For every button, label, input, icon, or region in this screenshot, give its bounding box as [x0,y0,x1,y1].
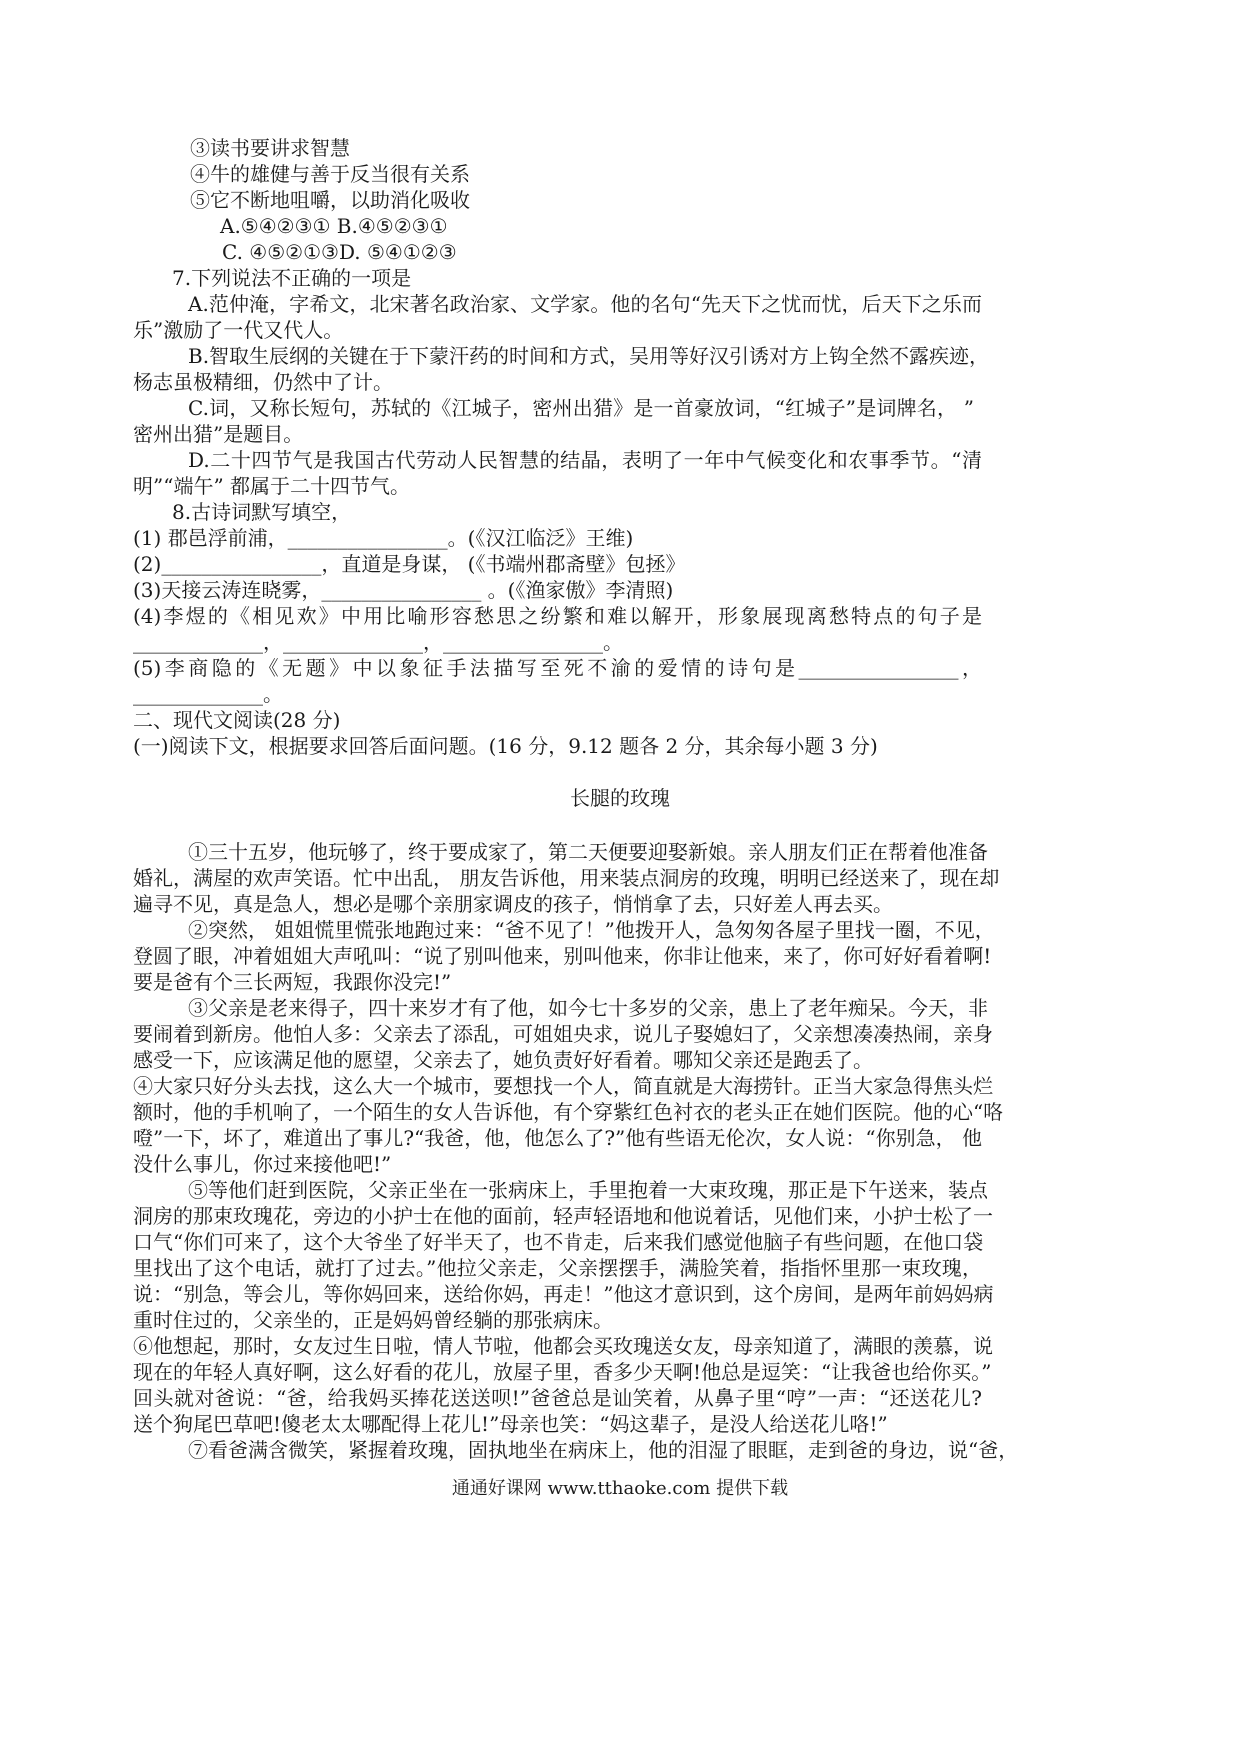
choice-text: 明”“端午” 都属于二十四节气。 [133,474,411,498]
article-line: 洞房的那束玫瑰花，旁边的小护士在他的面前，轻声轻语地和他说着话，见他们来，小护士松了一 [133,1204,993,1228]
article-line: ③父亲是老来得子，四十来岁才有了他，如今七十多岁的父亲，患上了老年痴呆。今天，非 [188,996,988,1020]
article-line: 登圆了眼，冲着姐姐大声吼叫：“说了别叫他来，别叫他来，你非让他来，来了，你可好好看着啊! [133,944,992,968]
question-stem: 8.古诗词默写填空， [172,500,352,524]
answer-choice-line: A.⑤④②③① B.④⑤②③① [220,214,448,238]
fill-blank-line: (3)天接云涛连晓雾，________________ 。(《渔家傲》李清照) [133,578,674,602]
article-line: ⑥他想起，那时，女友过生日啦，情人节啦，他都会买玫瑰送女友，母亲知道了，满眼的羡慕，说 [133,1334,993,1358]
article-line: 重时住过的，父亲坐的，正是妈妈曾经躺的那张病床。 [133,1308,613,1332]
article-line: 回头就对爸说：“爸，给我妈买捧花送送呗!”爸爸总是讪笑着，从鼻子里“哼”一声：“还送花儿? [133,1386,982,1410]
article-line: ⑦看爸满含微笑，紧握着玫瑰，固执地坐在病床上，他的泪湿了眼眶，走到爸的身边，说“爸， [188,1438,1019,1462]
fill-blank-line: (1) 郡邑浮前浦，________________。(《汉江临泛》王维) [133,526,634,550]
fill-blank-line: (2)________________，直道是身谋， (《书端州郡斋壁》包拯》 [133,552,686,576]
choice-text: D.二十四节气是我国古代劳动人民智慧的结晶，表明了一年中气候变化和农事季节。“清 [188,448,982,472]
article-line: ①三十五岁，他玩够了，终于要成家了，第二天便要迎娶新娘。亲人朋友们正在帮着他准备 [188,840,988,864]
choice-text: A.范仲淹，字希文，北宋著名政治家、文学家。他的名句“先天下之忧而忧，后天下之乐而 [188,292,982,316]
article-line: 遍寻不见，真是急人，想必是哪个亲朋家调皮的孩子，悄悄拿了去，只好差人再去买。 [133,892,893,916]
choice-text: 杨志虽极精细，仍然中了计。 [133,370,393,394]
article-line: 没什么事儿，你过来接他吧!” [133,1152,392,1176]
option-line: ④牛的雄健与善于反当很有关系 [190,162,470,186]
article-line: 现在的年轻人真好啊，这么好看的花儿，放屋子里，香多少天啊!他总是逗笑：“让我爸也给你买。” [133,1360,992,1384]
article-line: 婚礼，满屋的欢声笑语。忙中出乱， 朋友告诉他，用来装点洞房的玫瑰，明明已经送来了，现在却 [133,866,1000,890]
fill-blank-line: _____________，______________，________________。 [133,630,623,654]
article-line: 里找出了这个电话，就打了过去。”他拉父亲走，父亲摆摆手，满脸笑着，指指怀里那一束玫瑰， [133,1256,982,1280]
fill-blank-line: (4)李煜的《相见欢》中用比喻形容愁思之纷繁和难以解开，形象展现离愁特点的句子是 [133,604,982,628]
article-line: 送个狗尾巴草吧!傻老太太哪配得上花儿!”母亲也笑：“妈这辈子，是没人给送花儿咯!” [133,1412,888,1436]
fill-blank-line: _____________。 [133,682,283,706]
section-instruction: (一)阅读下文，根据要求回答后面问题。(16 分，9.12 题各 2 分，其余每小题 3 分) [133,734,878,758]
article-line: ⑤等他们赶到医院，父亲正坐在一张病床上，手里抱着一大束玫瑰，那正是下午送来，装点 [188,1178,988,1202]
choice-text: 乐”激励了一代又代人。 [133,318,344,342]
choice-text: B.智取生辰纲的关键在于下蒙汗药的时间和方式，吴用等好汉引诱对方上钩全然不露疾迹， [188,344,990,368]
article-line: 感受一下，应该满足他的愿望，父亲去了，她负责好好看着。哪知父亲还是跑丢了。 [133,1048,873,1072]
article-line: 口气“你们可来了，这个大爷坐了好半天了，也不肯走，后来我们感觉他脑子有些问题，在他口袋 [133,1230,984,1254]
article-line: ④大家只好分头去找，这么大一个城市，要想找一个人，简直就是大海捞针。正当大家急得焦头烂 [133,1074,993,1098]
page-footer: 通通好课网 www.tthaoke.com 提供下载 [451,1478,789,1499]
choice-text: 密州出猎”是题目。 [133,422,304,446]
article-line: 要闹着到新房。他怕人多：父亲去了添乱，可姐姐央求，说儿子娶媳妇了，父亲想凑凑热闹，亲身 [133,1022,993,1046]
section-heading: 二、现代文阅读(28 分) [133,708,341,732]
answer-choice-line: C. ④⑤②①③D. ⑤④①②③ [222,240,457,264]
question-stem: 7.下列说法不正确的一项是 [172,266,412,290]
article-line: 噔”一下，坏了，难道出了事儿?“我爸，他，他怎么了?”他有些语无伦次，女人说：“你别急， 他 [133,1126,982,1150]
fill-blank-line: (5)李商隐的《无题》中以象征手法描写至死不渝的爱情的诗句是________________， [133,656,982,680]
option-line: ③读书要讲求智慧 [190,136,350,160]
article-line: 额时，他的手机响了，一个陌生的女人告诉他，有个穿紫红色衬衣的老头正在她们医院。他的心“咯 [133,1100,1004,1124]
choice-text: C.词，又称长短句，苏轼的《江城子，密州出猎》是一首豪放词，“红城子”是词牌名， ” [188,396,974,420]
option-line: ⑤它不断地咀嚼，以助消化吸收 [190,188,470,212]
article-line: 说：“别急，等会儿，等你妈回来，送给你妈，再走！”他这才意识到，这个房间，是两年前妈妈病 [133,1282,994,1306]
article-title: 长腿的玫瑰 [570,786,670,810]
article-line: ②突然， 姐姐慌里慌张地跑过来：“爸不见了！”他拨开人，急匆匆各屋子里找一圈，不见， [188,918,995,942]
article-line: 要是爸有个三长两短，我跟你没完!” [133,970,452,994]
